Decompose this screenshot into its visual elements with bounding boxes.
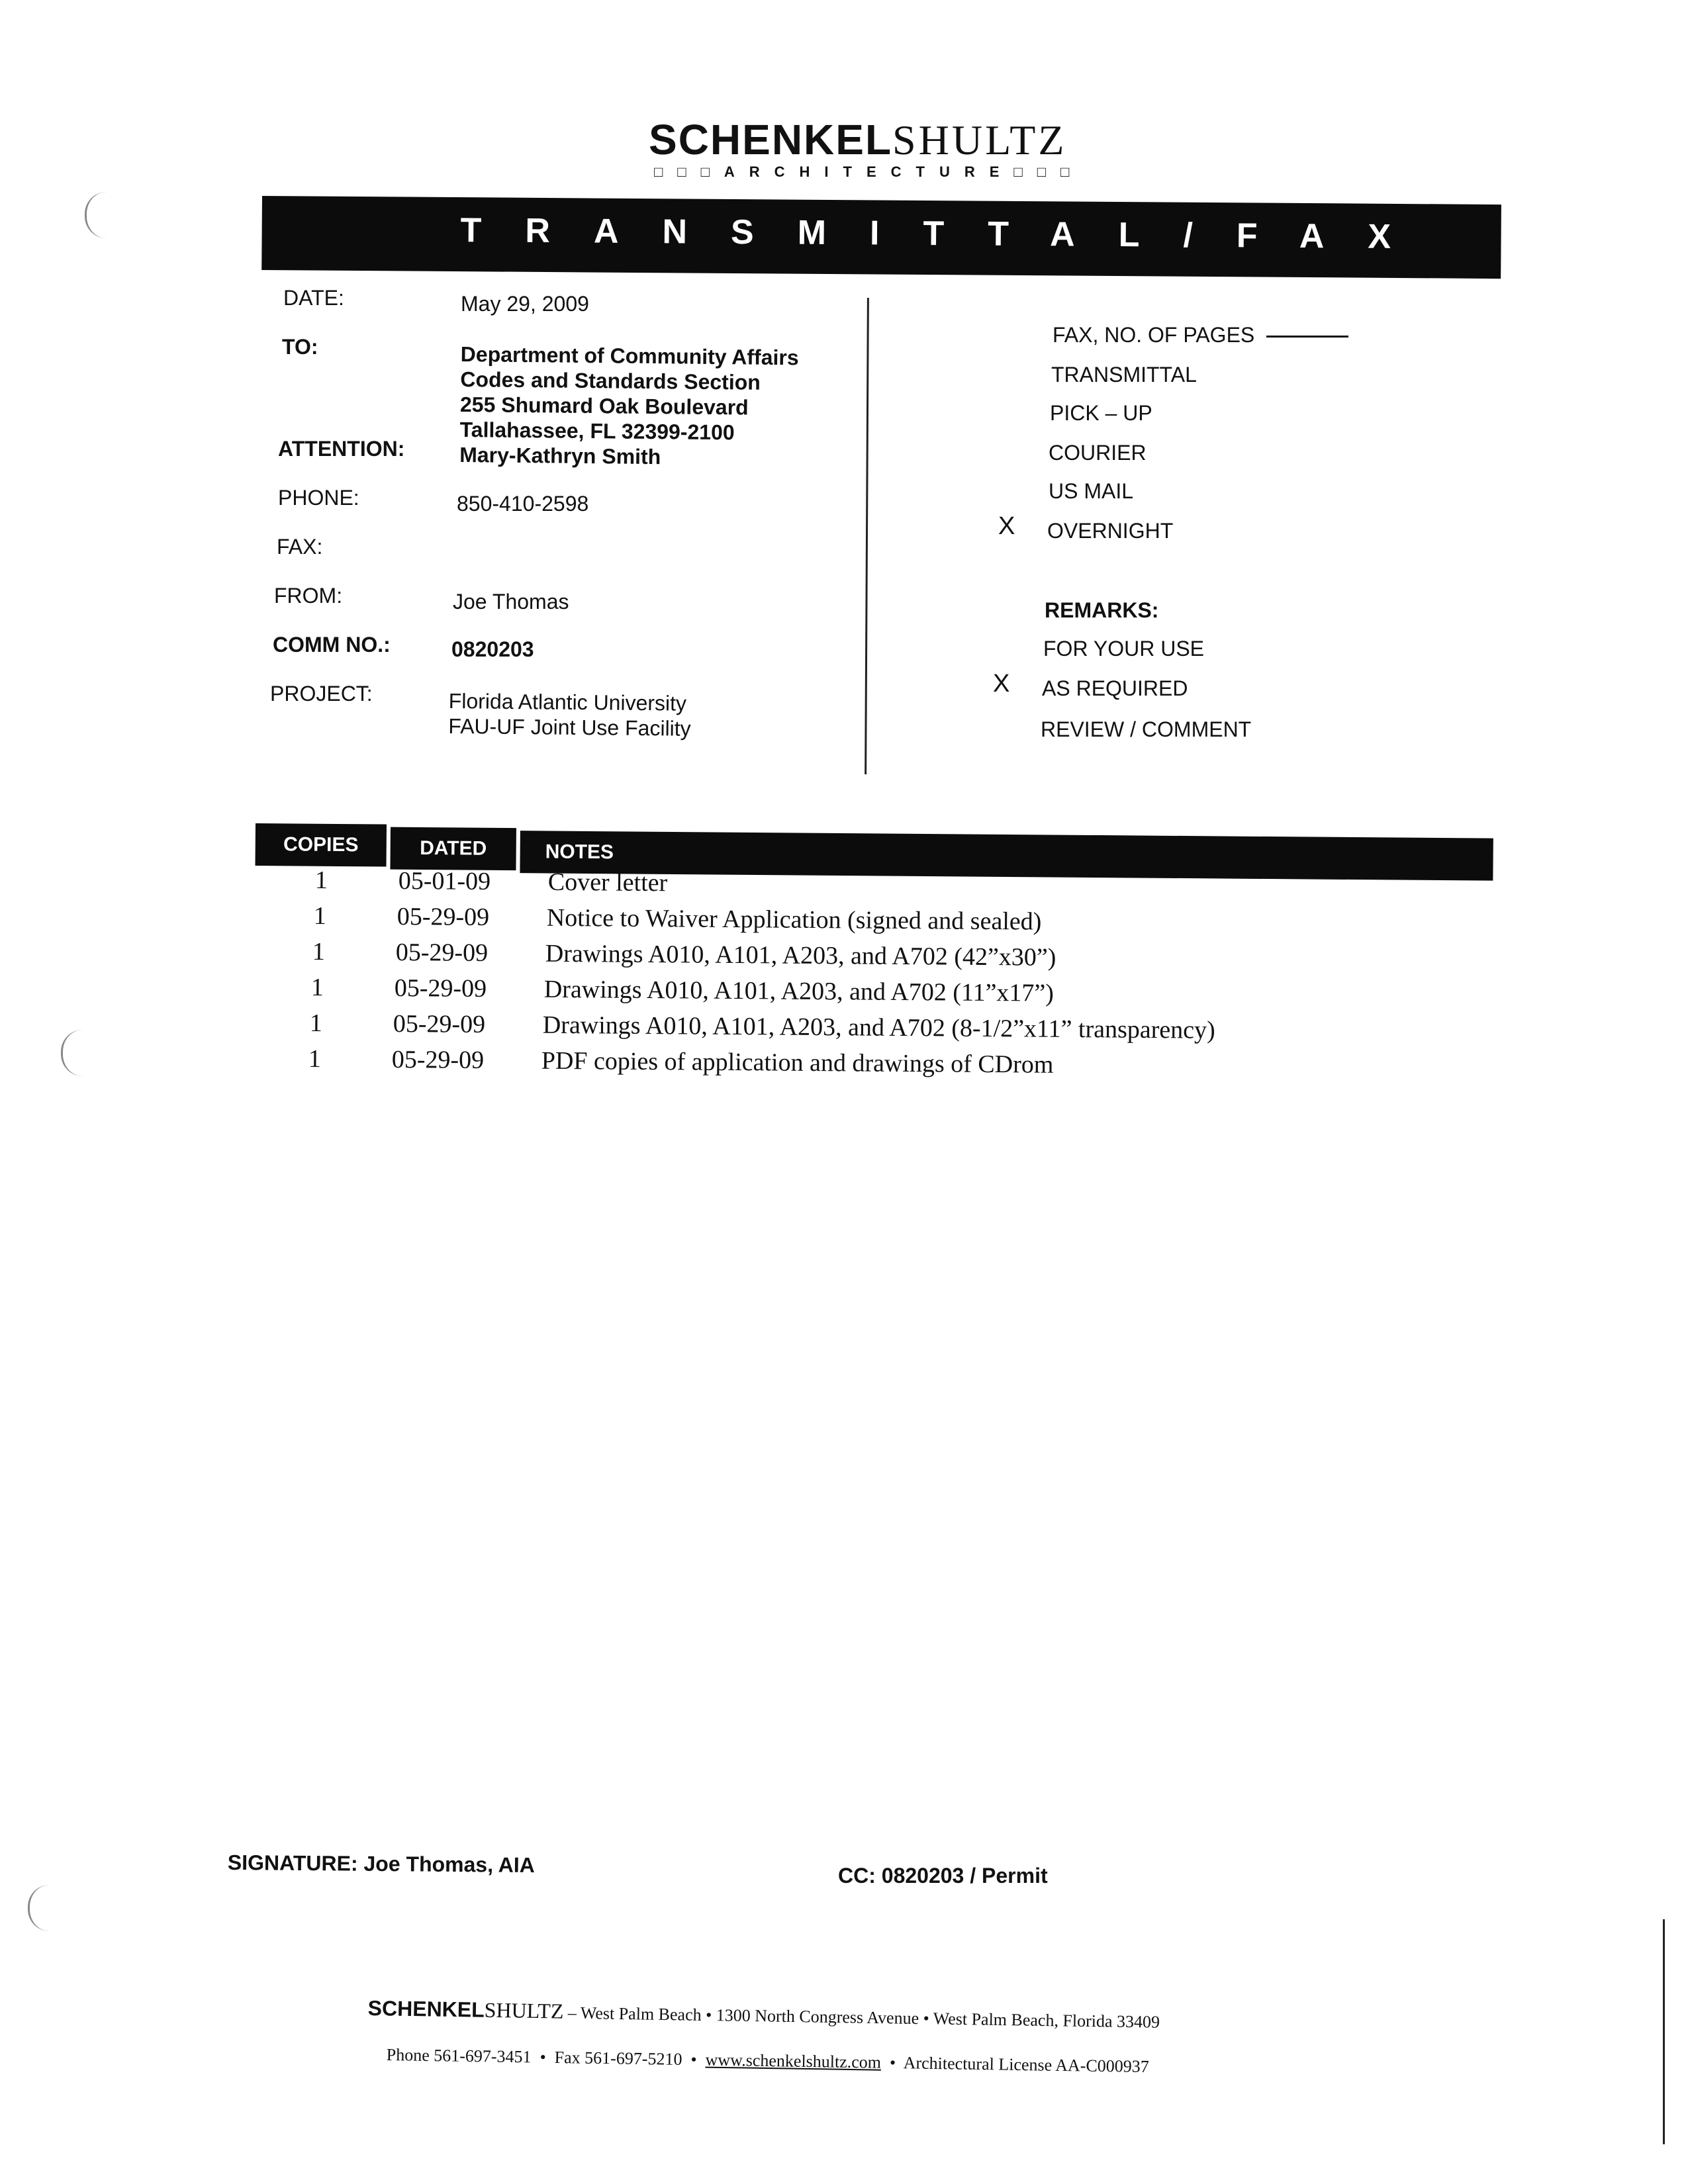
hole-punch-mark bbox=[85, 192, 107, 238]
footer-brand-light: SHULTZ bbox=[484, 1997, 564, 2023]
project-line: Florida Atlantic University bbox=[448, 689, 687, 715]
table-header bbox=[255, 823, 1493, 876]
overnight-check-mark: X bbox=[998, 512, 1015, 540]
to-line: 255 Shumard Oak Boulevard bbox=[459, 392, 749, 420]
fax-pages-blank bbox=[1266, 336, 1348, 338]
footer-license: Architectural License AA-C000937 bbox=[903, 2053, 1150, 2077]
comm-label: COMM NO.: bbox=[273, 633, 391, 657]
cell-copies: 1 bbox=[312, 938, 325, 966]
cell-copies: 1 bbox=[314, 866, 328, 895]
cell-notes: Drawings A010, A101, A203, and A702 (8-1/2”x11” transparency) bbox=[542, 1011, 1215, 1044]
cell-notes: PDF copies of application and drawings of CDrom bbox=[541, 1046, 1054, 1079]
project-line: FAU-UF Joint Use Facility bbox=[448, 713, 691, 741]
signature-label: SIGNATURE: bbox=[227, 1850, 358, 1876]
option-label: FAX, NO. OF PAGES bbox=[1053, 323, 1255, 347]
cc-label: CC: bbox=[838, 1864, 876, 1888]
from-label: FROM: bbox=[274, 584, 343, 608]
to-line: Tallahassee, FL 32399-2100 bbox=[459, 417, 735, 445]
header-notes: NOTES bbox=[520, 831, 1493, 881]
logo-name-bold: SCHENKEL bbox=[649, 116, 893, 163]
to-address bbox=[459, 341, 799, 471]
logo-tagline: □□□ARCHITECTURE□□□ bbox=[654, 163, 1084, 180]
header-dated: DATED bbox=[390, 827, 516, 870]
footer-address-line bbox=[367, 1996, 1160, 2033]
option-fax-pages bbox=[1053, 323, 1348, 347]
footer-separator: • bbox=[535, 2047, 551, 2067]
to-line: Department of Community Affairs bbox=[460, 341, 799, 370]
signature-value: Joe Thomas, AIA bbox=[363, 1851, 536, 1878]
option-us-mail: US MAIL bbox=[1049, 479, 1134, 503]
cell-dated: 05-01-09 bbox=[398, 866, 491, 896]
comm-value: 0820203 bbox=[451, 637, 534, 661]
attention-label: ATTENTION: bbox=[278, 437, 405, 461]
from-value: Joe Thomas bbox=[453, 590, 569, 614]
date-label: DATE: bbox=[283, 286, 344, 310]
cell-notes: Drawings A010, A101, A203, and A702 (42”x30”) bbox=[545, 939, 1056, 972]
footer-fax: Fax 561-697-5210 bbox=[554, 2047, 682, 2070]
fax-label: FAX: bbox=[277, 535, 323, 559]
remarks-heading: REMARKS: bbox=[1045, 598, 1159, 622]
cell-notes: Cover letter bbox=[547, 868, 668, 897]
hole-punch-mark bbox=[61, 1030, 83, 1076]
column-divider bbox=[865, 298, 869, 774]
cell-dated: 05-29-09 bbox=[394, 974, 487, 1003]
footer-phone: Phone 561-697-3451 bbox=[386, 2045, 532, 2067]
option-transmittal: TRANSMITTAL bbox=[1051, 363, 1197, 387]
scan-edge-line bbox=[1663, 1919, 1665, 2144]
signature-line bbox=[228, 1850, 535, 1878]
logo-name-light: SHULTZ bbox=[892, 116, 1067, 163]
remark-for-your-use: FOR YOUR USE bbox=[1043, 637, 1204, 660]
option-pickup: PICK – UP bbox=[1050, 401, 1152, 425]
cell-copies: 1 bbox=[309, 1009, 322, 1038]
document-title: TRANSMITTAL/FAX bbox=[460, 211, 1435, 257]
cc-value: 0820203 / Permit bbox=[881, 1864, 1048, 1888]
remark-as-required: AS REQUIRED bbox=[1042, 676, 1188, 700]
footer-brand-bold: SCHENKEL bbox=[367, 1996, 485, 2022]
phone-value: 850-410-2598 bbox=[457, 492, 589, 516]
cell-dated: 05-29-09 bbox=[395, 938, 489, 968]
footer-separator: • bbox=[885, 2052, 900, 2073]
to-label: TO: bbox=[282, 335, 318, 359]
cell-notes: Drawings A010, A101, A203, and A702 (11”x17”) bbox=[543, 975, 1055, 1007]
company-logo bbox=[649, 116, 1099, 181]
cell-dated: 05-29-09 bbox=[393, 1009, 486, 1039]
hole-punch-mark bbox=[28, 1885, 50, 1931]
cell-copies: 1 bbox=[310, 974, 324, 1002]
cell-dated: 05-29-09 bbox=[391, 1045, 485, 1075]
header-copies: COPIES bbox=[255, 823, 386, 867]
project-value bbox=[448, 688, 691, 741]
footer-contact-line bbox=[387, 2045, 1149, 2077]
date-value: May 29, 2009 bbox=[461, 292, 589, 316]
cell-dated: 05-29-09 bbox=[397, 902, 490, 932]
footer-address: – West Palm Beach • 1300 North Congress Avenue • West Palm Beach, Florida 33409 bbox=[563, 2003, 1160, 2032]
footer-separator: • bbox=[686, 2050, 702, 2070]
project-label: PROJECT: bbox=[270, 682, 373, 705]
option-courier: COURIER bbox=[1049, 441, 1147, 465]
footer-website-link[interactable]: www.schenkelshultz.com bbox=[705, 2050, 882, 2072]
cell-copies: 1 bbox=[313, 902, 326, 931]
option-overnight: OVERNIGHT bbox=[1047, 519, 1174, 543]
cell-notes: Notice to Waiver Application (signed and sealed) bbox=[546, 903, 1042, 936]
cell-copies: 1 bbox=[308, 1045, 321, 1073]
cc-line bbox=[838, 1864, 1048, 1888]
to-line: Codes and Standards Section bbox=[460, 367, 761, 394]
title-bar bbox=[261, 196, 1501, 279]
remark-review-comment: REVIEW / COMMENT bbox=[1041, 717, 1252, 741]
logo-wordmark bbox=[649, 116, 1099, 163]
as-required-check-mark: X bbox=[993, 670, 1010, 698]
phone-label: PHONE: bbox=[278, 486, 359, 510]
attention-value: Mary-Kathryn Smith bbox=[459, 442, 661, 469]
